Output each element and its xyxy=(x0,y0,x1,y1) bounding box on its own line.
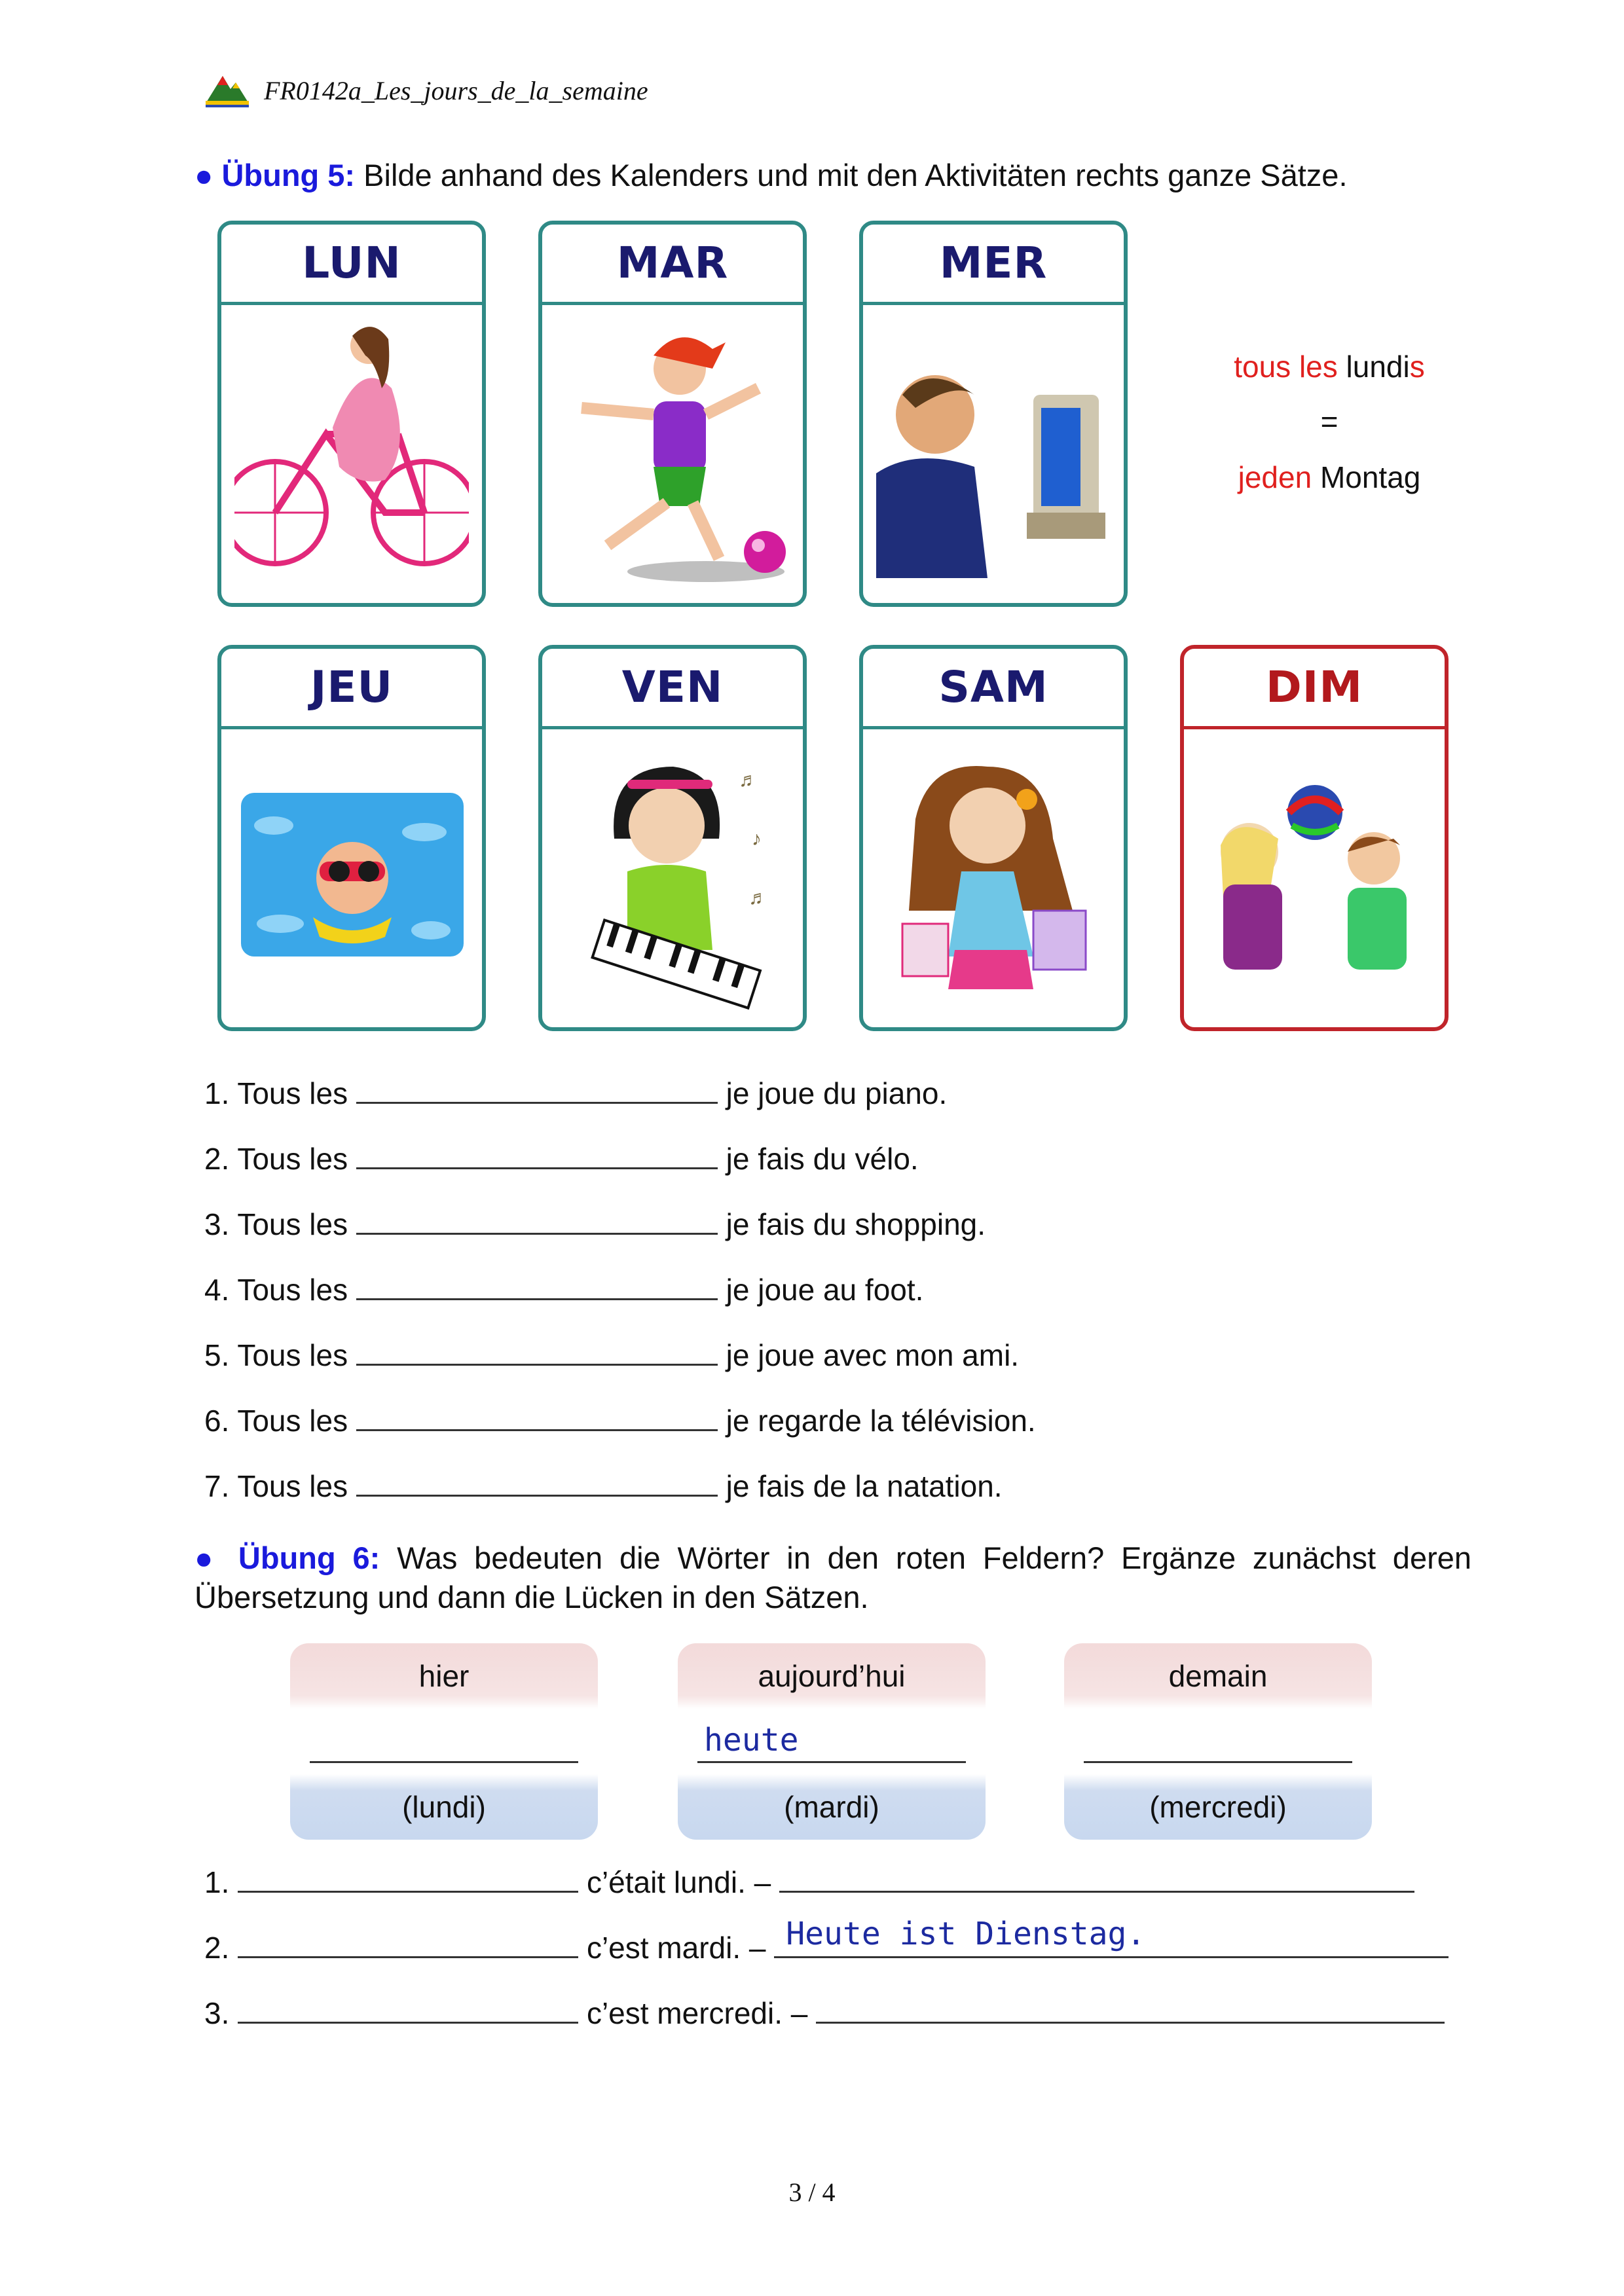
list-item: 6. Tous les je regarde la télévision. xyxy=(204,1404,1036,1438)
translation-field[interactable] xyxy=(1064,1709,1372,1774)
day-card-ven xyxy=(538,645,807,1031)
ex5-sentence-list xyxy=(204,1074,1036,1506)
day-label: VEN xyxy=(542,649,803,729)
day-label: MER xyxy=(863,225,1124,305)
day-hint: (mercredi) xyxy=(1064,1774,1372,1840)
answer-blank[interactable] xyxy=(356,1207,718,1235)
list-item: 7. Tous les je fais de la natation. xyxy=(204,1469,1003,1503)
answer-blank[interactable] xyxy=(356,1403,718,1431)
list-item: 2. Tous les je fais du vélo. xyxy=(204,1142,919,1176)
piano-girl-icon xyxy=(555,740,790,1015)
exercise-6-instruction: Was bedeuten die Wörter in den roten Feldern? Ergänze zunächst deren xyxy=(397,1540,1472,1575)
children-playing-ball-icon xyxy=(1197,740,1431,1015)
answer-blank[interactable] xyxy=(238,1995,578,2024)
day-card-lun xyxy=(217,221,486,607)
exercise-5-instruction: Bilde anhand des Kalenders und mit den Aktivitäten rechts ganze Sätze. xyxy=(363,158,1348,192)
day-label: LUN xyxy=(221,225,482,305)
shopping-girl-icon xyxy=(876,740,1111,1015)
word-box-aujourdhui xyxy=(678,1643,986,1840)
list-item: 2. c’est mardi. – Heute ist Dienstag. xyxy=(204,1928,1449,1967)
svg-text:♬: ♬ xyxy=(748,887,768,909)
list-item: 3. c’est mercredi. – xyxy=(204,1994,1445,2033)
exercise-6-heading: ● Übung 6: Was bedeuten die Wörter in den roten Feldern? Ergänze zunächst deren xyxy=(194,1540,1472,1575)
answer-blank[interactable] xyxy=(356,1141,718,1169)
translation-field[interactable] xyxy=(290,1709,598,1774)
boy-watching-tv-icon xyxy=(876,316,1111,591)
day-card-dim xyxy=(1180,645,1449,1031)
day-label: MAR xyxy=(542,225,803,305)
worksheet-title: FR0142a_Les_jours_de_la_semaine xyxy=(264,76,648,105)
day-card-jeu xyxy=(217,645,486,1031)
exercise-5-label: Übung 5: xyxy=(221,158,356,192)
svg-text:♬: ♬ xyxy=(739,769,758,791)
mountain-logo-icon xyxy=(204,71,250,109)
note-fr: tous les lundis xyxy=(1234,350,1425,384)
answer-blank[interactable] xyxy=(356,1468,718,1497)
word-label: hier xyxy=(290,1643,598,1709)
day-card-mar xyxy=(538,221,807,607)
day-hint: (lundi) xyxy=(290,1774,598,1840)
word-box-hier xyxy=(290,1643,598,1840)
day-card-sam xyxy=(859,645,1128,1031)
list-item: 1. Tous les je joue du piano. xyxy=(204,1076,948,1110)
list-item: 4. Tous les je joue au foot. xyxy=(204,1273,924,1307)
answer-blank[interactable] xyxy=(356,1076,718,1104)
day-label: SAM xyxy=(863,649,1124,729)
list-item: 5. Tous les je joue avec mon ami. xyxy=(204,1338,1020,1372)
list-item: 3. Tous les je fais du shopping. xyxy=(204,1207,986,1241)
word-box-demain xyxy=(1064,1643,1372,1840)
translation-blank[interactable] xyxy=(779,1865,1414,1893)
football-girl-icon xyxy=(555,316,790,591)
day-label: DIM xyxy=(1184,649,1445,729)
word-label: aujourd’hui xyxy=(678,1643,986,1709)
day-hint: (mardi) xyxy=(678,1774,986,1840)
exercise-6-label: Übung 6: xyxy=(238,1540,380,1575)
translation-field[interactable]: heute xyxy=(678,1709,986,1774)
page-number: 3 / 4 xyxy=(788,2178,836,2207)
translation-blank[interactable]: Heute ist Dienstag. xyxy=(774,1930,1449,1958)
bullet: ● xyxy=(194,158,213,192)
note-de: jeden Montag xyxy=(1238,460,1421,494)
answer-blank[interactable] xyxy=(356,1338,718,1366)
word-label: demain xyxy=(1064,1643,1372,1709)
answer-blank[interactable] xyxy=(238,1865,578,1893)
day-label: JEU xyxy=(221,649,482,729)
answer-blank[interactable] xyxy=(356,1272,718,1300)
answer-blank[interactable] xyxy=(238,1930,578,1958)
swimming-girl-icon xyxy=(234,740,469,1015)
cycling-girl-icon xyxy=(234,316,469,591)
note-equals: = xyxy=(1320,405,1338,439)
translation-blank[interactable] xyxy=(816,1995,1445,2024)
exercise-6-instruction-2: Übersetzung und dann die Lücken in den Sätzen. xyxy=(194,1580,869,1614)
exercise-5-heading xyxy=(194,156,1348,195)
day-card-mer xyxy=(859,221,1128,607)
list-item: 1. c’était lundi. – xyxy=(204,1863,1414,1902)
svg-text:♪: ♪ xyxy=(752,828,762,850)
